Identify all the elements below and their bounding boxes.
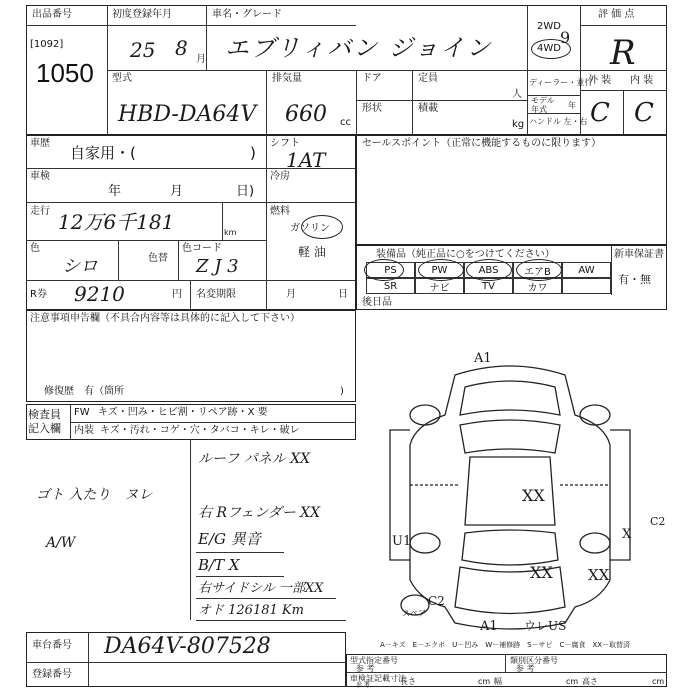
cat-label: 類別区分番号 (510, 656, 558, 665)
drive-value: 9 (560, 28, 571, 47)
spare-label: スペア (402, 609, 426, 618)
fuel-gas: ガソリン (290, 223, 330, 234)
mark-a1-top: A1 (474, 351, 492, 366)
rule (26, 280, 356, 281)
shift-value: 1AT (286, 148, 326, 172)
exterior-value: C (590, 98, 610, 128)
equip-airbag: エアB (513, 262, 562, 278)
notes-label: 注意事項申告欄（不具合内容等は具体的に記入して下さい） (30, 313, 300, 324)
equip-aw: AW (562, 262, 611, 278)
rule (26, 662, 346, 663)
sales-block (356, 135, 667, 245)
displacement-label: 排気量 (272, 73, 302, 84)
load-label: 積載 (418, 103, 438, 114)
width-unit: cm (566, 677, 579, 686)
comment-aw: A/W (46, 535, 76, 551)
cc-unit: cc (340, 117, 351, 128)
equip-abs: ABS (464, 262, 513, 278)
comment-left: ゴト 入たり ヌレ (36, 487, 153, 503)
rule (190, 280, 191, 310)
month-unit: 月 (196, 54, 206, 65)
car-windshield (460, 420, 560, 453)
car-body-outline (410, 366, 610, 629)
equip-blank (562, 278, 611, 294)
comment-line-4: B/T X (198, 556, 240, 574)
color-code-label: 色コード (182, 243, 222, 254)
cat-ref: 参 考 (516, 664, 535, 673)
year-unit: 年 (568, 101, 576, 110)
mark-roof: XX (522, 486, 545, 505)
shift-label: シフト (270, 138, 300, 149)
interior-label: 内 装 (630, 75, 654, 86)
mark-right-x: X (622, 527, 632, 542)
lot-sub: [1092] (30, 39, 64, 50)
grade-value: R (610, 33, 636, 73)
length-unit: cm (478, 677, 491, 686)
color-label: 色 (30, 243, 40, 254)
drive-2wd: 2WD (537, 21, 561, 32)
recycle-value: 9210 (74, 282, 125, 306)
name-change-label: 名変期限 (196, 289, 236, 300)
grade-label: 評 価 点 (598, 9, 635, 20)
rule (266, 135, 267, 310)
rule (70, 422, 356, 423)
rule (196, 598, 336, 599)
rule (266, 202, 356, 203)
rule (118, 240, 119, 280)
inspection-label: 車検 (30, 171, 50, 182)
equip-navi: ナビ (415, 278, 464, 294)
repair-label: 修復歴 有（箇所 (44, 386, 124, 397)
rule (26, 202, 266, 203)
model-label: 型式 (112, 73, 132, 84)
history-label: 車歴 (30, 138, 50, 149)
type-cert-ref: 参 考 (356, 664, 375, 673)
capacity-label: 定員 (418, 73, 438, 84)
equip-leather: カワ (513, 278, 562, 294)
wheel-rr (580, 533, 610, 553)
rule (206, 5, 207, 70)
wheel-fr (580, 405, 610, 425)
int-items: キズ・汚れ・コゲ・穴・タバコ・キレ・破レ (100, 425, 300, 436)
shape-label: 形状 (362, 103, 382, 114)
comment-line-2: 右 Rフェンダー XX (198, 505, 321, 521)
dealer-label: ディーラー・並行 (529, 78, 593, 87)
interior-value: C (634, 98, 654, 128)
repair-close: ) (340, 386, 344, 397)
color-value: シロ (62, 256, 98, 277)
name-value: エブリィバン ジョイン (225, 34, 493, 62)
comment-line-5: 右サイドシル 一部XX (198, 581, 324, 596)
inspection-day: 日) (236, 184, 255, 199)
rule (266, 70, 267, 135)
displacement-value: 660 (285, 102, 327, 127)
height-label: 高さ (582, 677, 598, 686)
reg-year-label: 初度登録年月 (112, 9, 172, 20)
km-unit: km (224, 228, 237, 237)
rule (196, 552, 284, 553)
rule (356, 100, 527, 101)
fuel-diesel: 軽 油 (298, 245, 326, 259)
history-close: ) (250, 144, 256, 162)
lot-number: 1050 (36, 58, 94, 88)
person-unit: 人 (512, 89, 522, 100)
mileage-label: 走行 (30, 206, 50, 217)
nc-month: 月 (286, 289, 296, 300)
rule (356, 70, 357, 135)
height-unit: cm (652, 677, 665, 686)
chassis-label: 車台番号 (32, 640, 72, 651)
mark-c2-right: C2 (650, 515, 666, 528)
lot-label: 出品番号 (32, 9, 72, 20)
model-year-label: モデル 年式 (531, 96, 555, 114)
warranty-value: 有・無 (618, 273, 651, 286)
fuel-circle (301, 215, 343, 239)
inspection-month: 月 (170, 184, 184, 199)
fw-items: キズ・凹み・ヒビ割・リペア跡・X 要 (98, 407, 268, 418)
model-value: HBD-DA64V (118, 102, 257, 127)
length-label: 長さ (400, 677, 416, 686)
rule (611, 245, 612, 295)
reg-number-label: 登録番号 (32, 669, 72, 680)
fuel-label: 燃料 (270, 206, 290, 217)
equipment-label: 装備品（純正品に○をつけてください） (376, 249, 555, 260)
equip-ps: PS (366, 262, 415, 278)
color-code-value: Z J 3 (196, 256, 239, 277)
equip-sr: SR (366, 278, 415, 294)
rule (88, 632, 89, 687)
wheel-fl (410, 405, 440, 425)
rule (527, 70, 667, 71)
nc-day: 日 (338, 289, 348, 300)
equip-circle (364, 259, 404, 281)
mark-rear-right: XX (588, 566, 610, 584)
comment-line-3: E/G 異音 (198, 530, 261, 548)
rule (222, 202, 223, 240)
exterior-label: 外 装 (588, 75, 612, 86)
rule (580, 25, 667, 26)
aircon-label: 冷房 (270, 171, 290, 182)
mark-rear: XX (530, 563, 553, 582)
mark-c2-left: C2 (428, 594, 445, 608)
rule (178, 240, 179, 280)
comment-line-1: ルーフ パネル XX (198, 451, 311, 467)
warranty-label: 新車保証書 (614, 249, 664, 260)
name-label: 車名・グレード (212, 9, 282, 20)
mark-u1: U1 (392, 534, 412, 549)
chassis-value: DA64V-807528 (104, 634, 271, 659)
rule (107, 70, 527, 71)
reg-cert-ref: 参 考 (356, 682, 370, 689)
rule (26, 240, 266, 241)
reg-month-value: 8 (175, 36, 188, 60)
yen-unit: 円 (172, 289, 182, 300)
type-cert-label: 型式指定番号 (350, 656, 398, 665)
reg-cert-label: 車検証記載寸法 (350, 674, 406, 683)
handle-label: ハンドル 左・右 (529, 117, 588, 126)
sales-label: セールスポイント（正常に機能するものに限ります） (362, 138, 602, 149)
rule (346, 672, 667, 673)
color-change-label: 色替 (148, 253, 168, 264)
door-label: ドア (362, 73, 382, 84)
mileage-value: 12万6千181 (58, 210, 175, 234)
rule (190, 440, 191, 620)
car-diagram (360, 345, 670, 635)
ps-label: 後日品 (362, 297, 392, 308)
rule (26, 25, 356, 26)
rule (623, 90, 624, 135)
inspection-year: 年 (108, 184, 122, 199)
kg-unit: kg (512, 119, 525, 130)
rule (505, 654, 506, 672)
wheel-rl (410, 533, 440, 553)
car-rear-glass (462, 530, 558, 565)
mark-bumper: ウレUS (524, 619, 567, 633)
equip-circle (516, 259, 562, 281)
mark-a1-bottom: A1 (480, 619, 498, 634)
rule (196, 576, 284, 577)
equip-circle (466, 259, 512, 281)
drive-4wd: 4WD (537, 43, 561, 54)
recycle-label: R券 (30, 289, 47, 300)
history-value: 自家用・( (70, 144, 136, 162)
comment-line-6: オド 126181 Km (198, 603, 304, 618)
equip-circle (418, 259, 464, 281)
reg-year-value: 25 (130, 38, 156, 62)
car-hood (460, 381, 560, 415)
inspector-label: 検査員 記入欄 (28, 408, 61, 435)
width-label: 幅 (494, 677, 502, 686)
legend: A－キズ E－エクボ U－凹み W－補修跡 S－サビ C－腐食 XX－取替済 (380, 641, 631, 649)
fw-label: FW (74, 407, 90, 418)
rule (412, 70, 413, 135)
equip-tv: TV (464, 278, 513, 294)
int-label: 内装 (74, 425, 94, 436)
equip-pw: PW (415, 262, 464, 278)
rule (196, 620, 346, 621)
